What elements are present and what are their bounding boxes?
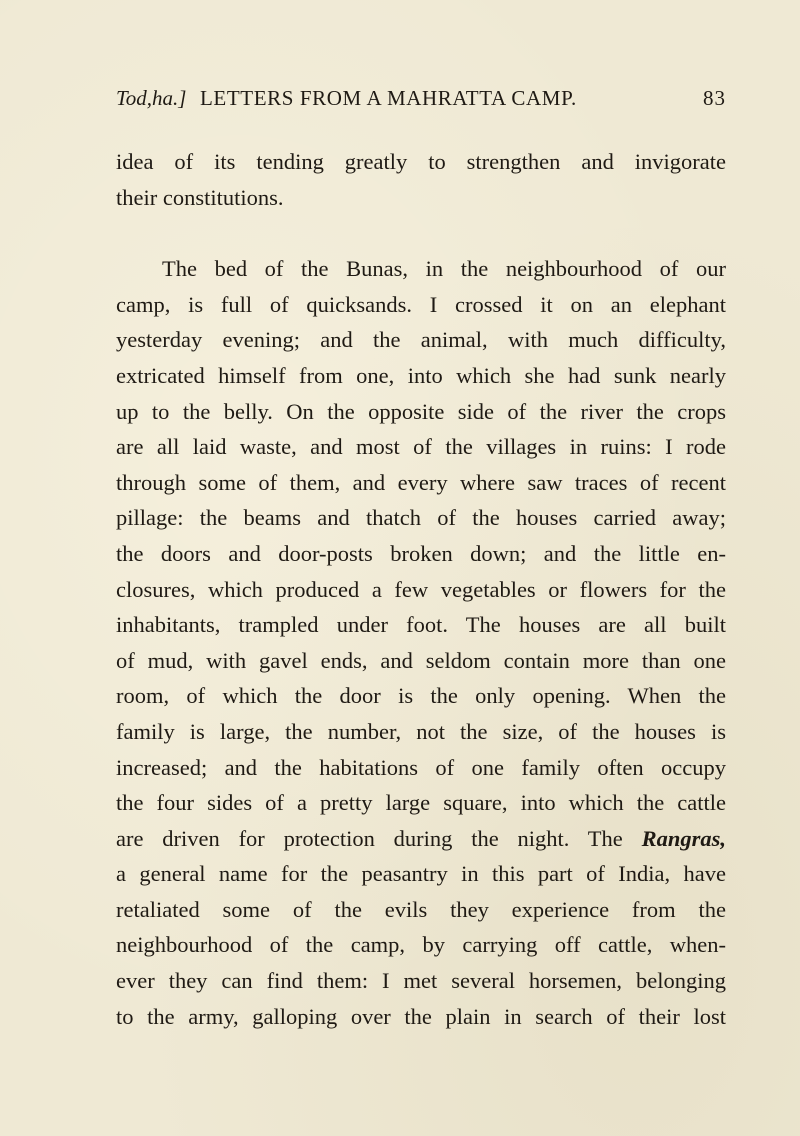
text-line: of mud, with gavel ends, and seldom contain more than one [116, 647, 726, 673]
text-line: their constitutions. [116, 184, 284, 210]
text-line [116, 821, 726, 857]
text-line: ever they can find them: I met several horsemen, belonging [116, 968, 726, 994]
text-line: camp, is full of quicksands. I crossed it on an elephant [116, 291, 726, 317]
text-line: up to the belly. On the opposite side of the river the crops [116, 398, 726, 424]
text-line: are all laid waste, and most of the villages in ruins: I rode [116, 434, 726, 460]
header-title: LETTERS FROM A MAHRATTA CAMP. [200, 86, 577, 110]
paragraph-gap [116, 215, 726, 251]
text-line: retaliated some of the evils they experience from the [116, 896, 726, 922]
text-line: through some of them, and every where saw traces of recent [116, 469, 726, 495]
text-line: closures, which produced a few vegetables or flowers for the [116, 576, 726, 602]
text-line: yesterday evening; and the animal, with much difficulty, [116, 327, 726, 353]
text-line: to the army, galloping over the plain in search of their lost [116, 1003, 726, 1029]
text-line: pillage: the beams and thatch of the houses carried away; [116, 505, 726, 531]
running-header [116, 83, 726, 113]
text-line: inhabitants, trampled under foot. The houses are all built [116, 612, 726, 638]
text-line: a general name for the peasantry in this part of India, have [116, 861, 726, 887]
text-line: idea of its tending greatly to strengthen and invigorate [116, 149, 726, 174]
text-line: extricated himself from one, into which she had sunk nearly [116, 362, 726, 388]
body-text [116, 144, 726, 1034]
text-line: the four sides of a pretty large square, into which the cattle [116, 790, 726, 816]
text-line: The bed of the Bunas, in the neighbourhood of our [162, 256, 726, 282]
text-line: family is large, the number, not the size, of the houses is [116, 718, 726, 744]
page-number: 83 [703, 86, 726, 110]
italic-term-rangras: Rangras, [641, 825, 726, 851]
text-line-part: are driven for protection during the night. The [116, 825, 642, 851]
text-line: room, of which the door is the only opening. When the [116, 683, 726, 709]
text-line: increased; and the habitations of one family often occupy [116, 754, 726, 780]
header-author-note: Tod,ha.] [116, 86, 187, 110]
text-line: neighbourhood of the camp, by carrying off cattle, when- [116, 932, 726, 958]
text-line: the doors and door-posts broken down; and the little en- [116, 540, 726, 566]
